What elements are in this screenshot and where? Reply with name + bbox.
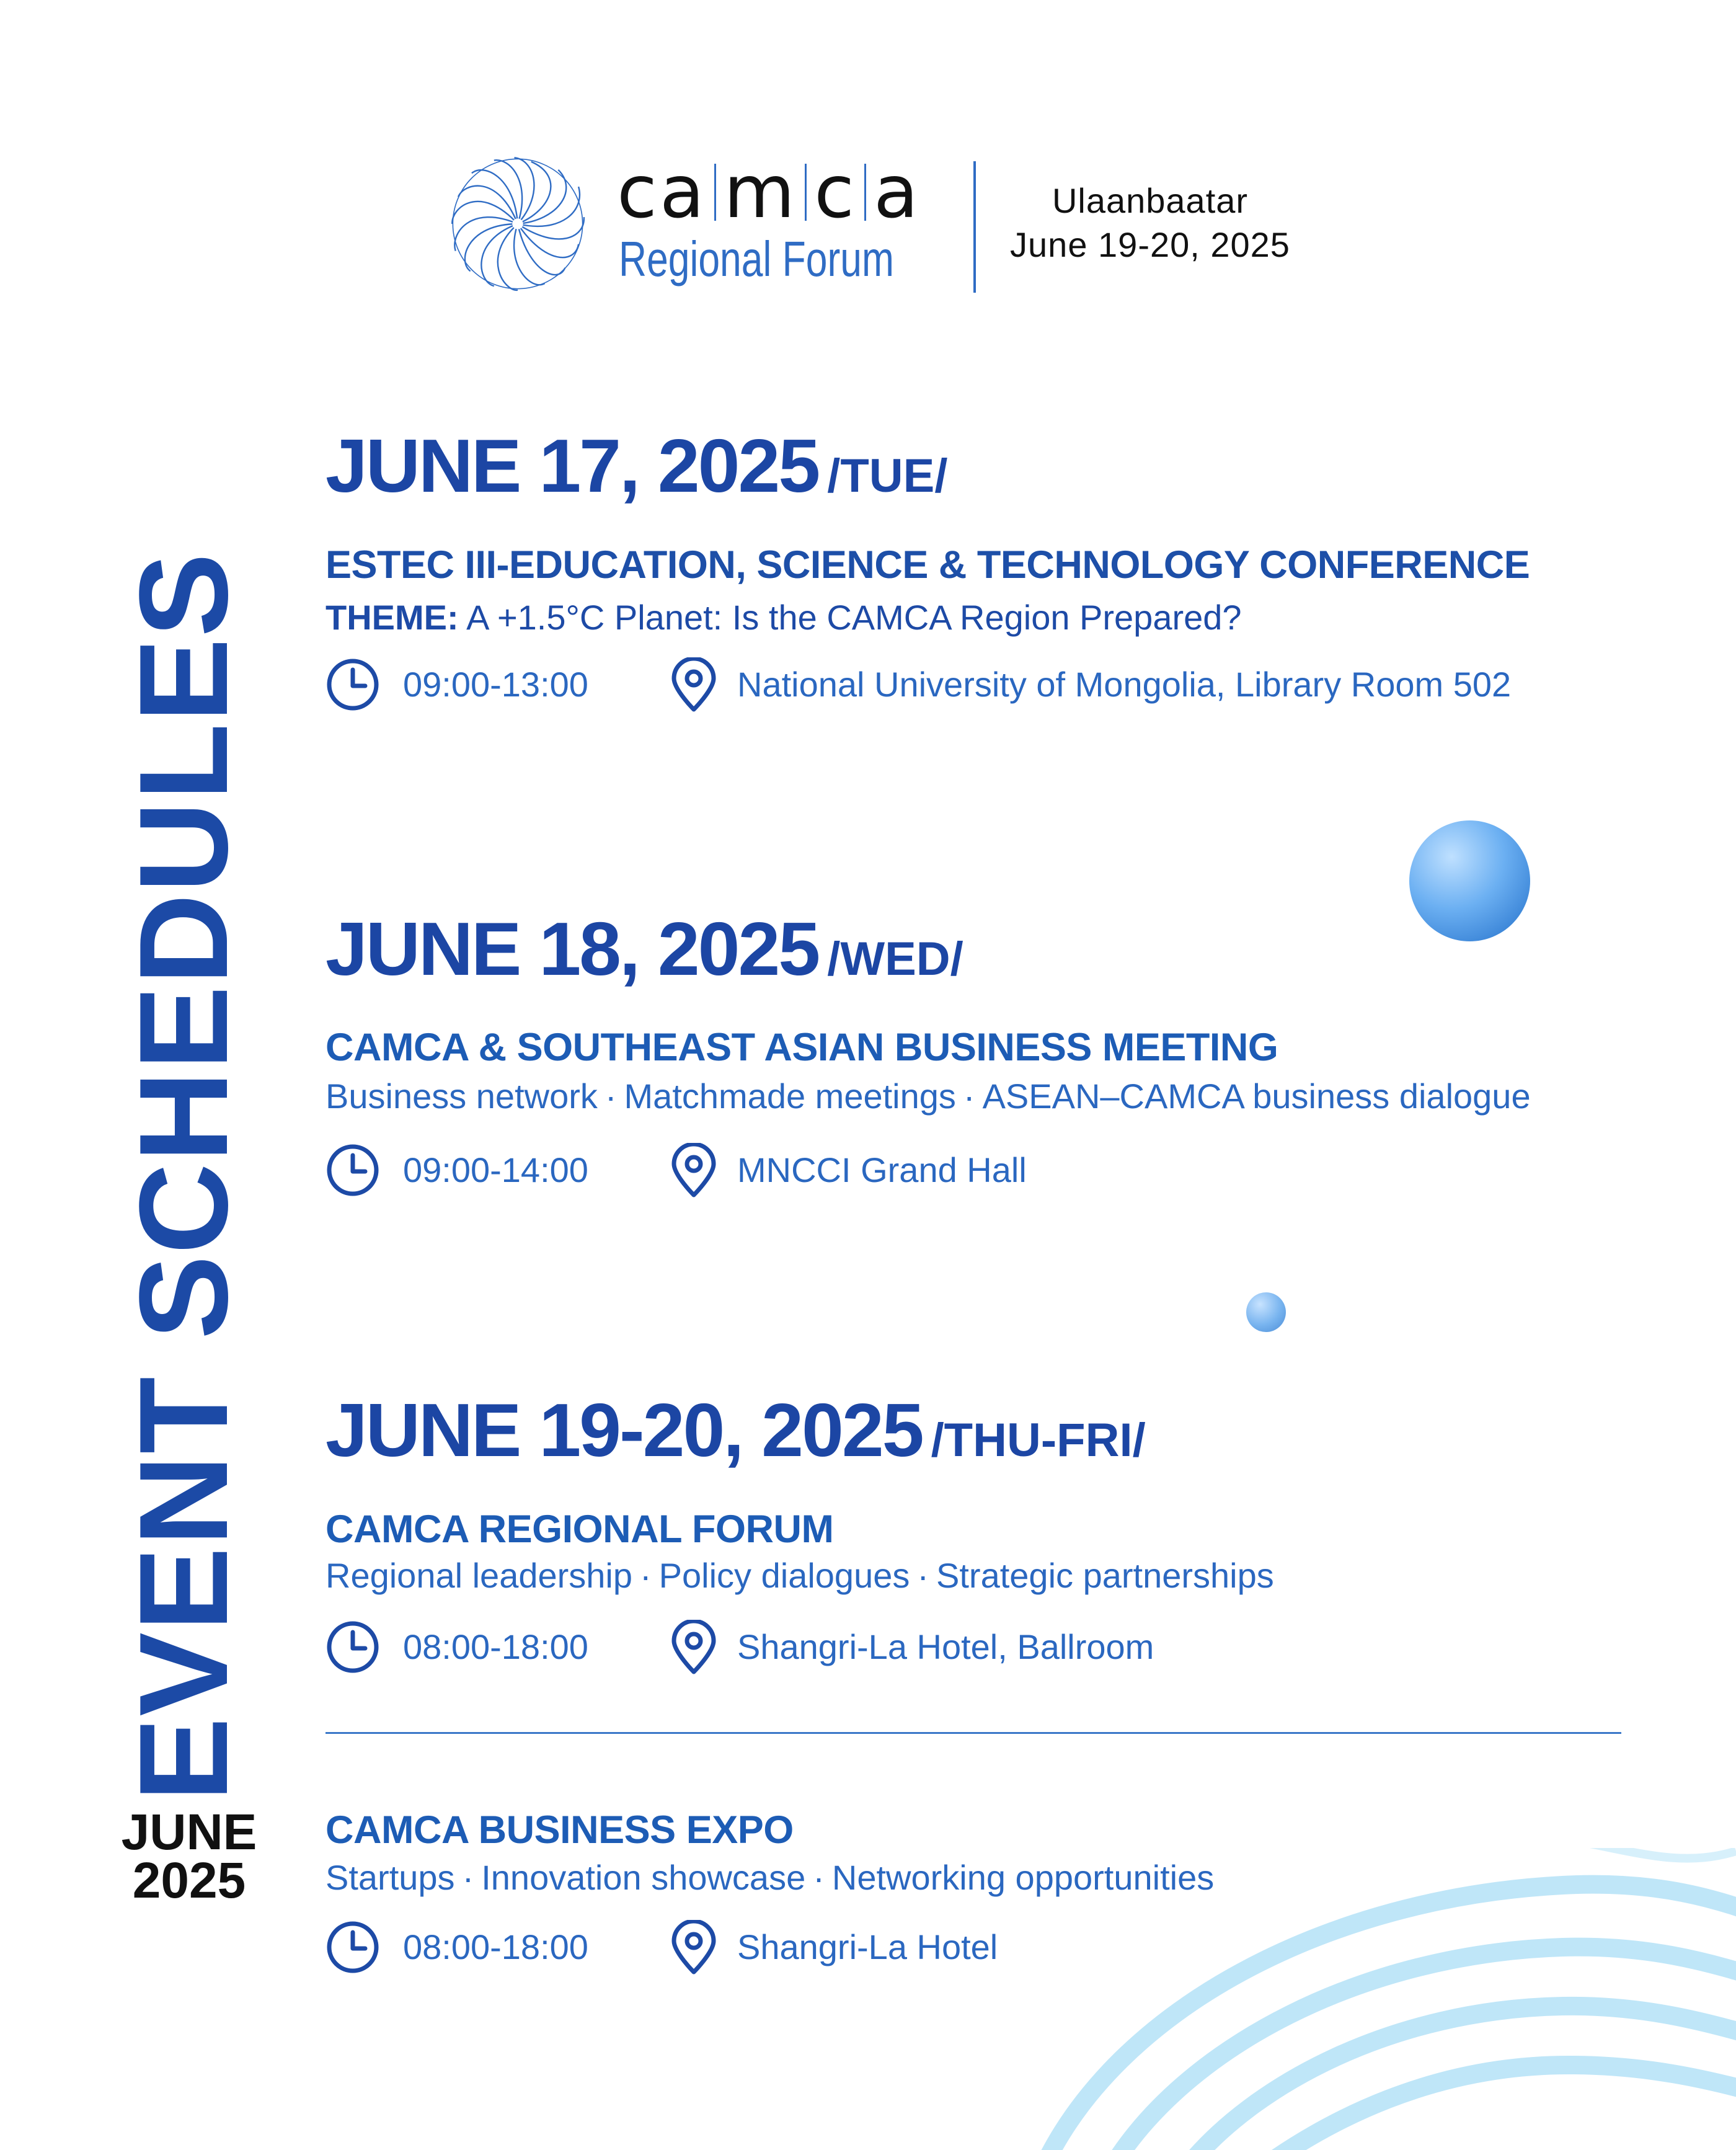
clock-icon (326, 1920, 380, 1975)
decorative-bubble-small (1246, 1292, 1286, 1332)
event-location: MNCCI Grand Hall (737, 1150, 1027, 1189)
event-dates: June 19-20, 2025 (1010, 225, 1290, 264)
event-theme (326, 600, 1242, 635)
day-heading-june-17: JUNE 17, 2025 /TUE/ (326, 424, 948, 508)
event-title: CAMCA & SOUTHEAST ASIAN BUSINESS MEETING (326, 1026, 1278, 1069)
vertical-title (113, 551, 254, 1801)
location-pin-icon (666, 1620, 721, 1674)
event-tags: Startups · Innovation showcase · Networking opportunities (326, 1858, 1215, 1897)
event-tags: Regional leadership · Policy dialogues · Strategic partnerships (326, 1556, 1274, 1595)
day-heading-june-19-20: JUNE 19-20, 2025 /THU-FRI/ (326, 1388, 1146, 1472)
header-divider (973, 161, 976, 293)
event-time: 09:00-13:00 (403, 665, 588, 704)
clock-icon (326, 1143, 380, 1197)
decorative-bubble-large (1409, 820, 1530, 941)
brand-name: ca m c a (617, 149, 921, 234)
location-pin-icon (666, 657, 721, 712)
event-time: 08:00-18:00 (403, 1627, 588, 1666)
title-word-schedules: SCHEDULES (113, 551, 254, 1339)
location-pin-icon (666, 1143, 721, 1197)
event-location: Shangri-La Hotel (737, 1927, 998, 1966)
theme-text: A +1.5°C Planet: Is the CAMCA Region Prepared? (466, 598, 1242, 637)
event-location: Shangri-La Hotel, Ballroom (737, 1627, 1154, 1666)
event-city: Ulaanbaatar (1052, 181, 1249, 220)
event-title: CAMCA BUSINESS EXPO (326, 1808, 794, 1852)
camca-logo-icon (450, 156, 585, 291)
day-weekday: /TUE/ (827, 450, 948, 502)
theme-label: THEME: (326, 598, 459, 637)
brand-subtitle: Regional Forum (619, 231, 894, 287)
title-word-event: EVENT (113, 1375, 254, 1801)
event-title: ESTEC III-EDUCATION, SCIENCE & TECHNOLOGY CONFERENCE (326, 543, 1530, 587)
day-weekday: /THU-FRI/ (931, 1414, 1146, 1467)
day-weekday: /WED/ (827, 933, 963, 985)
event-time: 08:00-18:00 (403, 1927, 588, 1966)
sidebar-year: 2025 (132, 1852, 246, 1909)
event-title: CAMCA REGIONAL FORUM (326, 1508, 834, 1551)
location-pin-icon (666, 1920, 721, 1975)
event-location: National University of Mongolia, Library Room 502 (737, 665, 1512, 704)
day-heading-june-18: JUNE 18, 2025 /WED/ (326, 907, 963, 991)
sidebar-month: JUNE (121, 1804, 257, 1860)
clock-icon (326, 1620, 380, 1674)
section-divider (326, 1732, 1621, 1734)
clock-icon (326, 657, 380, 712)
event-time: 09:00-14:00 (403, 1150, 588, 1189)
event-tags: Business network · Matchmade meetings · ASEAN–CAMCA business dialogue (326, 1077, 1531, 1116)
